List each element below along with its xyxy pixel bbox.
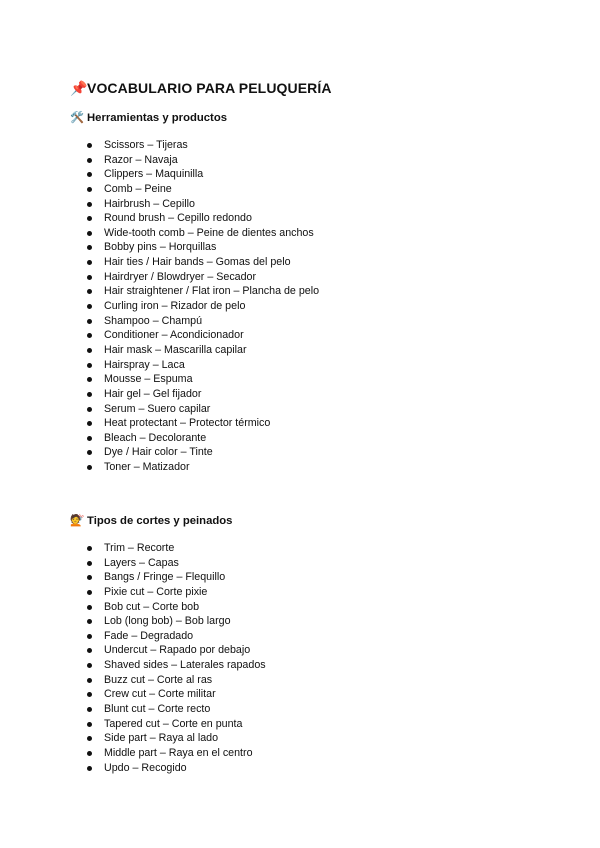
list-item: Mousse – Espuma — [86, 372, 319, 387]
list-item: Pixie cut – Corte pixie — [86, 585, 266, 600]
list-item: Scissors – Tijeras — [86, 138, 319, 153]
list-item: Serum – Suero capilar — [86, 402, 319, 417]
list-item: Hair straightener / Flat iron – Plancha de pelo — [86, 284, 319, 299]
list-item: Round brush – Cepillo redondo — [86, 211, 319, 226]
list-item: Toner – Matizador — [86, 460, 319, 475]
section-heading-haircuts — [70, 514, 232, 527]
list-item: Bleach – Decolorante — [86, 431, 319, 446]
list-item: Side part – Raya al lado — [86, 731, 266, 746]
list-item: Hairspray – Laca — [86, 358, 319, 373]
list-item: Trim – Recorte — [86, 541, 266, 556]
list-item: Comb – Peine — [86, 182, 319, 197]
list-item: Layers – Capas — [86, 556, 266, 571]
list-item: Conditioner – Acondicionador — [86, 328, 319, 343]
haircut-icon: 💇 — [70, 514, 85, 527]
tools-icon: 🛠️ — [70, 111, 85, 124]
list-item: Razor – Navaja — [86, 153, 319, 168]
section-heading-text: Tipos de cortes y peinados — [87, 515, 233, 527]
list-item: Wide-tooth comb – Peine de dientes anchos — [86, 226, 319, 241]
list-item: Bobby pins – Horquillas — [86, 240, 319, 255]
section-heading-tools — [70, 111, 227, 124]
list-item: Bob cut – Corte bob — [86, 600, 266, 615]
haircuts-list — [86, 541, 266, 775]
list-item: Heat protectant – Protector térmico — [86, 416, 319, 431]
list-item: Bangs / Fringe – Flequillo — [86, 570, 266, 585]
list-item: Updo – Recogido — [86, 761, 266, 776]
list-item: Shaved sides – Laterales rapados — [86, 658, 266, 673]
section-heading-text: Herramientas y productos — [87, 112, 227, 124]
list-item: Tapered cut – Corte en punta — [86, 717, 266, 732]
list-item: Shampoo – Champú — [86, 314, 319, 329]
list-item: Hairdryer / Blowdryer – Secador — [86, 270, 319, 285]
list-item: Undercut – Rapado por debajo — [86, 643, 266, 658]
list-item: Fade – Degradado — [86, 629, 266, 644]
list-item: Hairbrush – Cepillo — [86, 197, 319, 212]
list-item: Blunt cut – Corte recto — [86, 702, 266, 717]
list-item: Hair ties / Hair bands – Gomas del pelo — [86, 255, 319, 270]
list-item: Middle part – Raya en el centro — [86, 746, 266, 761]
list-item: Crew cut – Corte militar — [86, 687, 266, 702]
tools-list — [86, 138, 319, 475]
list-item: Buzz cut – Corte al ras — [86, 673, 266, 688]
list-item: Dye / Hair color – Tinte — [86, 445, 319, 460]
list-item: Hair mask – Mascarilla capilar — [86, 343, 319, 358]
list-item: Curling iron – Rizador de pelo — [86, 299, 319, 314]
list-item: Clippers – Maquinilla — [86, 167, 319, 182]
list-item: Hair gel – Gel fijador — [86, 387, 319, 402]
pushpin-icon: 📌 — [70, 81, 88, 97]
page-title — [70, 80, 332, 97]
page-title-text: VOCABULARIO PARA PELUQUERÍA — [87, 80, 332, 96]
list-item: Lob (long bob) – Bob largo — [86, 614, 266, 629]
